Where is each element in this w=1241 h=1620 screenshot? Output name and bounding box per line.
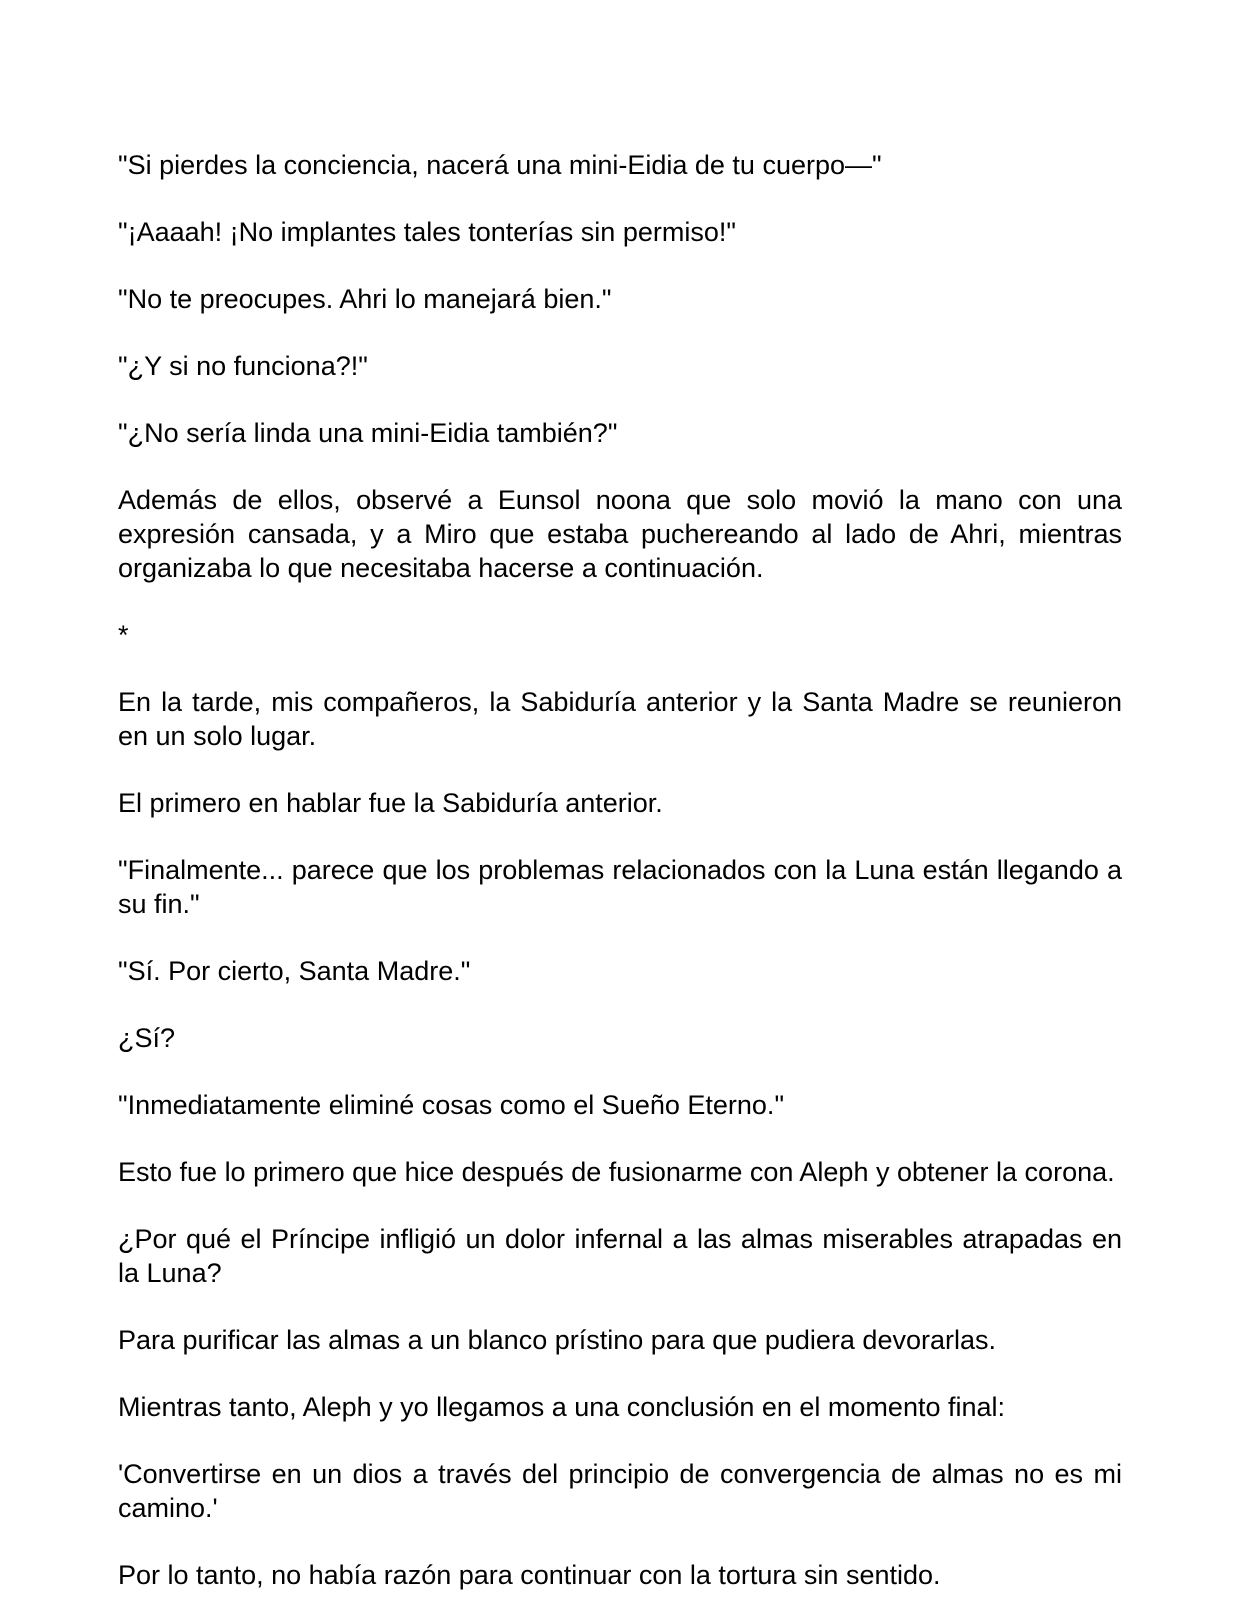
document-body: [118, 148, 1122, 1620]
scene-break: *: [118, 620, 129, 650]
paragraph-11: "Sí. Por cierto, Santa Madre.": [118, 956, 471, 986]
paragraph-5: "¿No sería linda una mini-Eidia también?": [118, 418, 618, 448]
paragraph-3: "No te preocupes. Ahri lo manejará bien.": [118, 284, 612, 314]
paragraph-4: "¿Y si no funciona?!": [118, 351, 368, 381]
paragraph-8: En la tarde, mis compañeros, la Sabiduría anterior y la Santa Madre se reunieron en un solo lugar.: [118, 687, 1122, 751]
paragraph-13: "Inmediatamente eliminé cosas como el Sueño Eterno.": [118, 1090, 785, 1120]
paragraph-14: Esto fue lo primero que hice después de fusionarme con Aleph y obtener la corona.: [118, 1157, 1115, 1187]
paragraph-15: ¿Por qué el Príncipe infligió un dolor infernal a las almas miserables atrapadas en la Luna?: [118, 1224, 1122, 1288]
paragraph-16: Para purificar las almas a un blanco prístino para que pudiera devorarlas.: [118, 1325, 996, 1355]
paragraph-1: "Si pierdes la conciencia, nacerá una mini-Eidia de tu cuerpo—": [118, 150, 882, 180]
paragraph-18: 'Convertirse en un dios a través del principio de convergencia de almas no es mi camino.': [118, 1459, 1122, 1523]
paragraph-12: ¿Sí?: [118, 1023, 176, 1053]
paragraph-19: Por lo tanto, no había razón para continuar con la tortura sin sentido.: [118, 1560, 941, 1590]
paragraph-17: Mientras tanto, Aleph y yo llegamos a una conclusión en el momento final:: [118, 1392, 1006, 1422]
paragraph-10: "Finalmente... parece que los problemas relacionados con la Luna están llegando a su fin.": [118, 855, 1122, 919]
paragraph-2: "¡Aaaah! ¡No implantes tales tonterías sin permiso!": [118, 217, 736, 247]
paragraph-9: El primero en hablar fue la Sabiduría anterior.: [118, 788, 663, 818]
paragraph-6: Además de ellos, observé a Eunsol noona que solo movió la mano con una expresión cansada, y a Miro que estaba puchereando al lado de Ahri, mientras organizaba lo que necesitaba hacerse a continuación.: [118, 485, 1122, 583]
